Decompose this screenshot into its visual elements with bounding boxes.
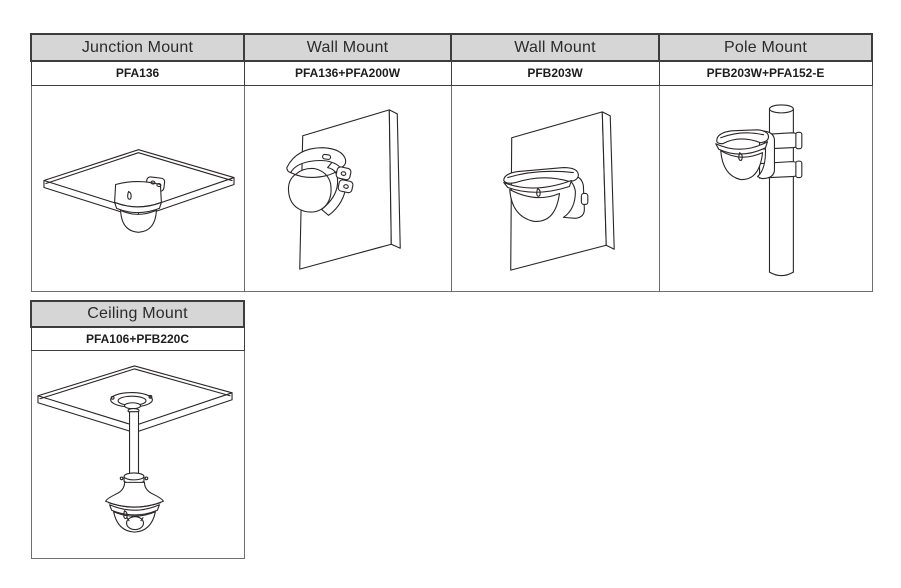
header-pole-mount: Pole Mount (659, 34, 872, 61)
wall-mount-with-shield-diagram (245, 86, 451, 291)
mount-options-table (30, 33, 873, 292)
ceiling-mount-diagram (32, 351, 244, 558)
header-wall-mount-1: Wall Mount (244, 34, 451, 61)
header-ceiling-mount: Ceiling Mount (31, 301, 244, 327)
mount-model-row (31, 61, 872, 85)
junction-mount-diagram (32, 86, 244, 291)
pole (769, 104, 793, 275)
pole-mount-diagram-cell (659, 85, 872, 291)
pole-mount-diagram (660, 86, 872, 291)
mount-model-row (31, 327, 244, 350)
header-wall-mount-2: Wall Mount (451, 34, 659, 61)
ceiling-mount-diagram-cell (31, 350, 244, 558)
wall-mount-diagram (452, 86, 659, 291)
pendant-dome-camera (105, 482, 163, 532)
mount-diagram-row (31, 85, 872, 291)
model-pole-mount: PFB203W+PFA152-E (659, 61, 872, 85)
dome-camera (114, 176, 164, 232)
mount-diagram-row (31, 350, 244, 558)
mount-header-row (31, 301, 244, 327)
dome-camera (715, 129, 774, 179)
model-junction-mount: PFA136 (31, 61, 244, 85)
ceiling-plate (110, 392, 152, 412)
junction-mount-diagram-cell (31, 85, 244, 291)
wall-mount-diagram-cell (451, 85, 659, 291)
model-wall-mount-2: PFB203W (451, 61, 659, 85)
ceiling-mount-table (30, 300, 245, 559)
model-wall-mount-1: PFA136+PFA200W (244, 61, 451, 85)
header-junction-mount: Junction Mount (31, 34, 244, 61)
mount-header-row (31, 34, 872, 61)
wall-mount-with-shield-diagram-cell (244, 85, 451, 291)
model-ceiling-mount: PFA106+PFB220C (31, 327, 244, 350)
